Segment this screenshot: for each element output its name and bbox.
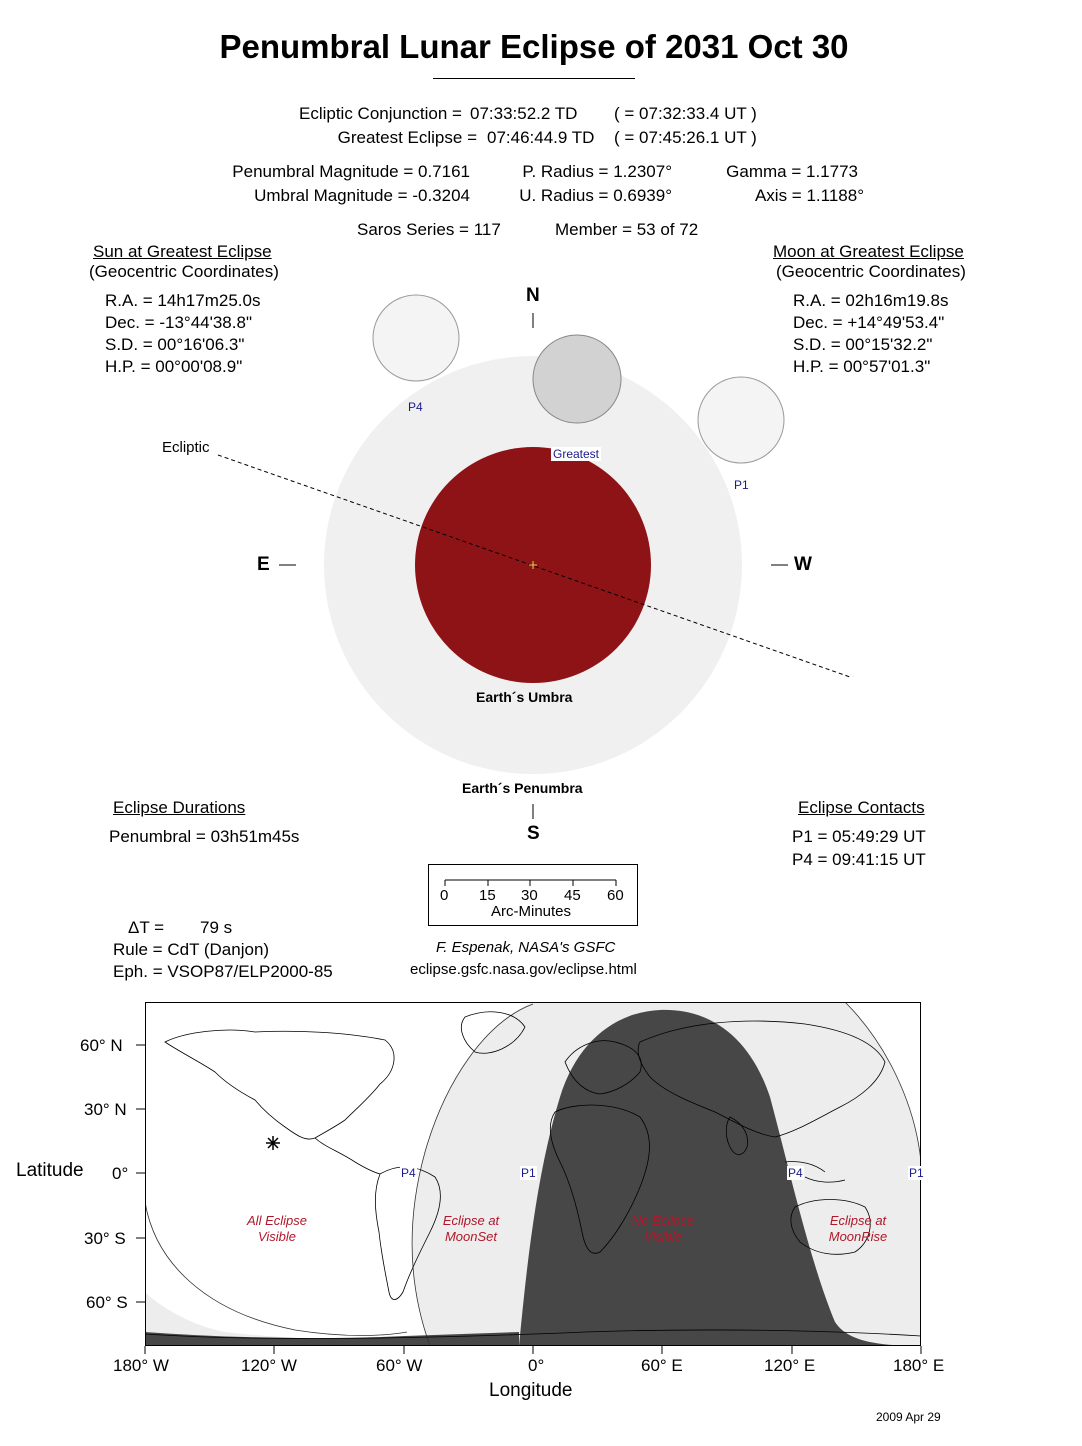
map-p1-west: P1	[521, 1166, 536, 1180]
lat-30s: 30° S	[84, 1229, 126, 1248]
lon-60e: 60° E	[641, 1356, 683, 1375]
lat-60n: 60° N	[80, 1036, 123, 1055]
lat-60s: 60° S	[86, 1293, 128, 1312]
map-p4-east: P4	[788, 1166, 803, 1180]
plot-date: 2009 Apr 29	[876, 1410, 941, 1424]
greatest-label-diagram: Greatest	[553, 447, 600, 461]
zone-label-line: Visible	[257, 1229, 297, 1244]
moon-ra: R.A. = 02h16m19.8s	[793, 291, 949, 310]
lat-30n: 30° N	[84, 1100, 127, 1119]
penumbral-magnitude: Penumbral Magnitude = 0.7161	[232, 162, 470, 181]
moon-greatest	[533, 335, 621, 423]
conjunction-label: Ecliptic Conjunction =	[298, 104, 462, 123]
contact-p1: P1 = 05:49:29 UT	[792, 827, 926, 846]
sun-hp: H.P. = 00°00'08.9"	[105, 357, 243, 376]
lon-0: 0°	[528, 1356, 545, 1375]
longitude-axis-label: Longitude	[489, 1380, 573, 1401]
conjunction-td: 07:33:52.2 TD	[470, 104, 578, 123]
zone-label-all-visible	[232, 1213, 322, 1245]
zone-label-line: All Eclipse	[247, 1213, 307, 1228]
moon-dec: Dec. = +14°49'53.4"	[793, 313, 945, 332]
sun-subheading: (Geocentric Coordinates)	[89, 262, 279, 281]
south-label: S	[527, 823, 540, 844]
scale-tick-0: 0	[440, 887, 449, 904]
contact-p4: P4 = 09:41:15 UT	[792, 850, 926, 869]
zone-label-moonset	[434, 1213, 508, 1245]
penumbra-label: Earth´s Penumbra	[462, 780, 583, 796]
zone-label-line: MoonRise	[828, 1229, 888, 1244]
lon-60w: 60° W	[376, 1356, 423, 1375]
moon-sd: S.D. = 00°15'32.2"	[793, 335, 933, 354]
moon-hp: H.P. = 00°57'01.3"	[793, 357, 931, 376]
umbral-magnitude: Umbral Magnitude = -0.3204	[254, 186, 470, 205]
durations-heading: Eclipse Durations	[113, 798, 246, 817]
latitude-axis-label: Latitude	[16, 1160, 84, 1181]
lon-180e: 180° E	[893, 1356, 945, 1375]
map-p1-east: P1	[909, 1166, 924, 1180]
moon-subheading: (Geocentric Coordinates)	[776, 262, 966, 281]
axis: Axis = 1.1188°	[754, 186, 864, 205]
p1-label: P1	[734, 478, 749, 492]
scale-tick-30: 30	[521, 887, 538, 904]
source-url: eclipse.gsfc.nasa.gov/eclipse.html	[410, 961, 637, 978]
credit: F. Espenak, NASA's GSFC	[436, 939, 616, 956]
zone-label-line: Visible	[643, 1229, 683, 1244]
u-radius: U. Radius = 0.6939°	[519, 186, 672, 205]
map-axes	[136, 1002, 936, 1358]
west-label: W	[794, 554, 812, 575]
saros-member: Member = 53 of 72	[555, 220, 699, 239]
delta-t-value: 79 s	[200, 918, 233, 937]
lon-120e: 120° E	[764, 1356, 816, 1375]
lon-120w: 120° W	[241, 1356, 297, 1375]
north-label: N	[526, 285, 540, 306]
delta-t-label: ΔT =	[128, 918, 165, 937]
scale-label: Arc-Minutes	[491, 903, 572, 920]
greatest-ut: ( = 07:45:26.1 UT )	[614, 128, 757, 147]
zone-label-no-eclipse	[623, 1213, 703, 1245]
p4-label: P4	[408, 400, 423, 414]
gamma: Gamma = 1.1773	[726, 162, 858, 181]
sun-sd: S.D. = 00°16'06.3"	[105, 335, 245, 354]
ecliptic-label: Ecliptic	[162, 439, 210, 456]
zone-label-moonrise	[818, 1213, 898, 1245]
penumbral-duration: Penumbral = 03h51m45s	[109, 827, 300, 846]
sun-heading: Sun at Greatest Eclipse	[93, 242, 272, 261]
saros-series: Saros Series = 117	[357, 220, 501, 239]
sun-dec: Dec. = -13°44'38.8"	[105, 313, 252, 332]
moon-p4	[373, 295, 459, 381]
scale-tick-60: 60	[607, 887, 624, 904]
danjon-rule: Rule = CdT (Danjon)	[113, 940, 270, 959]
scale-tick-15: 15	[479, 887, 496, 904]
page-title: Penumbral Lunar Eclipse of 2031 Oct 30	[219, 28, 849, 65]
zone-label-line: Eclipse at	[829, 1213, 887, 1228]
zone-label-line: MoonSet	[444, 1229, 498, 1244]
ephemeris: Eph. = VSOP87/ELP2000-85	[113, 962, 333, 981]
p-radius: P. Radius = 1.2307°	[522, 162, 672, 181]
greatest-label: Greatest Eclipse =	[337, 128, 477, 147]
scale-tick-45: 45	[564, 887, 581, 904]
conjunction-ut: ( = 07:32:33.4 UT )	[614, 104, 757, 123]
moon-p1	[698, 377, 784, 463]
lat-0: 0°	[112, 1164, 129, 1183]
lon-180w: 180° W	[113, 1356, 169, 1375]
zone-label-line: Eclipse at	[442, 1213, 500, 1228]
zone-label-line: No Eclipse	[631, 1213, 695, 1228]
moon-heading: Moon at Greatest Eclipse	[773, 242, 964, 261]
map-p4-west: P4	[401, 1166, 416, 1180]
east-label: E	[257, 554, 270, 575]
sun-ra: R.A. = 14h17m25.0s	[105, 291, 261, 310]
contacts-heading: Eclipse Contacts	[798, 798, 925, 817]
umbra-label: Earth´s Umbra	[476, 689, 573, 705]
greatest-td: 07:46:44.9 TD	[487, 128, 595, 147]
